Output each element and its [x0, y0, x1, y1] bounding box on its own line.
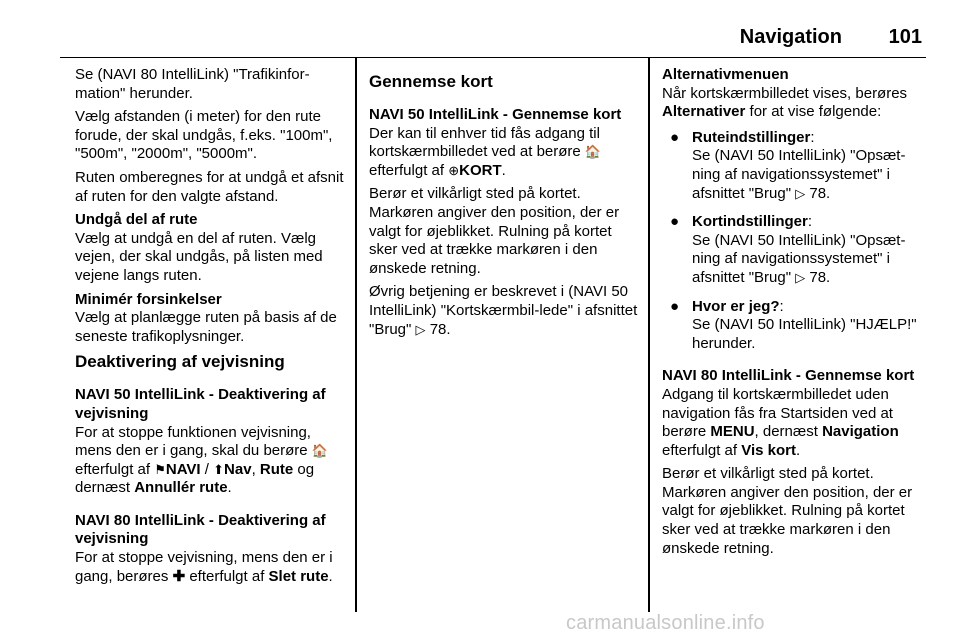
paragraph: Vælg at undgå en del af ruten. Vælg vejen, der skal undgås, på listen med vejene langs ruten. [75, 229, 323, 284]
paragraph [75, 424, 347, 498]
page-title: Navigation [739, 26, 842, 48]
subheading-navi50-deactivate: NAVI 50 IntelliLink - Deaktivering af vejvisning [75, 386, 326, 422]
flag-icon: ⚑ [154, 461, 166, 477]
text: For at stoppe vejvisning, mens den er i gang, berøres [75, 549, 333, 585]
paragraph: Vælg at planlægge ruten på basis af de seneste trafikoplysninger. [75, 309, 337, 345]
show-map-label: Vis kort [741, 441, 796, 459]
page-ref: 78. [809, 184, 831, 202]
subheading-navi50-browse: NAVI 50 IntelliLink - Gennemse kort [369, 106, 622, 123]
map-label: KORT [459, 161, 502, 179]
text: efterfulgt af [75, 460, 151, 478]
navi-label: NAVI [165, 460, 201, 478]
text: efterfulgt af [662, 441, 738, 459]
text: Der kan til enhver tid fås adgang til kortskærmbilledet ved at berøre [369, 124, 600, 161]
navigation-label: Navigation [822, 423, 899, 441]
alternatives-label: Alternativer [662, 103, 746, 121]
plus-icon: ✚ [172, 567, 186, 585]
bullet-title: Kortindstillinger [692, 213, 808, 231]
text: Adgang til kortskærmbilledet uden navigation fås fra Startsiden ved at berøre [662, 385, 893, 441]
paragraph [75, 549, 347, 586]
list-item [662, 129, 930, 203]
paragraph [662, 386, 930, 460]
cancel-route-label: Annullér rute [134, 479, 228, 497]
delete-route-label: Slet rute [268, 567, 329, 585]
text: . [328, 567, 333, 585]
paragraph: Berør et vilkårligt sted på kortet. Markøren angiver den position, der er valgt for øjeblikket. Rulning på kortet sker ved at trække markøren i den ønskede retning. [662, 465, 913, 557]
subheading-delays: Minimér forsinkelser [75, 290, 222, 308]
section-heading-browse-map: Gennemse kort [369, 72, 493, 91]
page-ref-icon: ▷ [795, 269, 806, 285]
subheading-navi80-browse: NAVI 80 IntelliLink - Gennemse kort [662, 367, 915, 385]
home-icon: 🏠 [311, 443, 328, 459]
paragraph: Vælg afstanden (i meter) for den rute forude, der skal undgås, f.eks. "100m", "500m", "2000m", "5000m". [75, 108, 333, 163]
bullet-icon: ● [670, 128, 680, 146]
watermark: carmanualsonline.info [566, 612, 765, 634]
text: . [795, 441, 801, 459]
text: Øvrig betjening er beskrevet i (NAVI 50 IntelliLink) "Kortskærmbil-lede" i afsnittet "Brug" [369, 283, 638, 338]
subheading-alternative-menu: Alternativmenuen [662, 66, 789, 83]
text: / [204, 460, 209, 478]
menu-label: MENU [710, 423, 755, 441]
column-1 [75, 66, 347, 591]
page-ref-icon: ▷ [795, 185, 806, 201]
bullet-title: Hvor er jeg? [692, 297, 780, 315]
paragraph [369, 125, 639, 181]
text: efterfulgt af [189, 567, 265, 585]
text: For at stoppe funktionen vejvisning, mens den er i gang, skal du berøre [75, 423, 311, 460]
paragraph [662, 85, 930, 122]
bullet-icon: ● [670, 297, 680, 315]
column-2 [369, 66, 639, 344]
text: : [779, 297, 784, 315]
column-divider-2 [648, 58, 650, 612]
bullet-list [662, 129, 930, 354]
text: og dernæst [75, 460, 315, 497]
home-icon: 🏠 [584, 144, 602, 160]
text: . [501, 161, 506, 179]
column-divider-1 [355, 58, 357, 612]
page-header [60, 24, 926, 58]
text: , dernæst [754, 423, 818, 441]
page-ref: 78. [809, 268, 831, 286]
text: . [227, 479, 232, 497]
paragraph: Berør et vilkårligt sted på kortet. Markøren angiver den position, der er valgt for øjeblikket. Rulning på kortet sker ved at trække markøren i den ønskede retning. [369, 185, 620, 277]
bullet-icon: ● [670, 213, 680, 231]
paragraph [369, 283, 639, 339]
nav-label: Nav [224, 460, 252, 478]
text: : [807, 213, 813, 231]
page-number: 101 [888, 26, 922, 48]
page-ref-icon: ▷ [415, 321, 426, 337]
text: efterfulgt af [369, 161, 445, 179]
paragraph: Ruten omberegnes for at undgå et afsnit af ruten for den valgte afstand. [75, 168, 344, 205]
bullet-text: Se (NAVI 50 IntelliLink) "HJÆLP!" herunder. [692, 316, 917, 352]
route-label: Rute [259, 460, 294, 478]
column-3 [662, 66, 930, 563]
subheading-avoid: Undgå del af rute [75, 211, 198, 229]
bullet-title: Ruteindstillinger [692, 128, 811, 146]
text: Når kortskærmbilledet vises, berøres [662, 84, 908, 102]
nav-arrow-icon: ⬆ [213, 461, 225, 477]
section-heading-deactivate: Deaktivering af vejvisning [75, 352, 285, 372]
bullet-text: Se (NAVI 50 IntelliLink) "Opsæt-ning af navigationssystemet" i afsnittet "Brug" [692, 231, 906, 286]
list-item [662, 298, 930, 354]
text: for at vise følgende: [749, 103, 882, 121]
bullet-text: Se (NAVI 50 IntelliLink) "Opsæt-ning af navigationssystemet" i afsnittet "Brug" [692, 147, 906, 202]
page-ref: 78. [429, 320, 451, 338]
text: , [251, 460, 256, 478]
paragraph: Se (NAVI 80 IntelliLink) "Trafikinfor-mation" herunder. [75, 66, 310, 102]
list-item [662, 213, 930, 287]
subheading-navi80-deactivate: NAVI 80 IntelliLink - Deaktivering af vejvisning [75, 511, 326, 548]
text: : [810, 128, 815, 146]
map-icon: ⊕ [448, 162, 460, 178]
